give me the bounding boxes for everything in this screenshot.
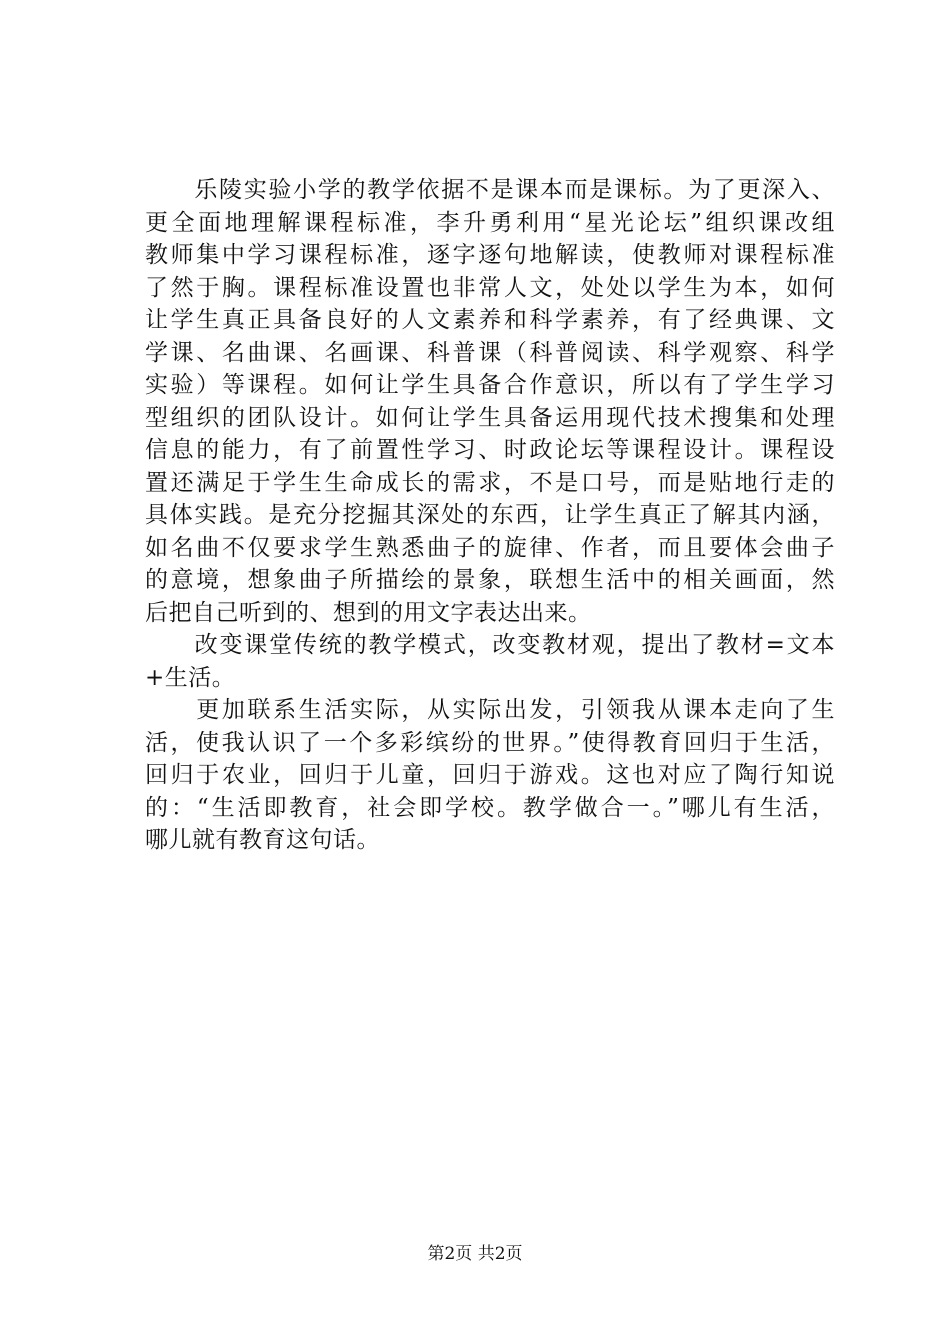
paragraph-1 bbox=[145, 174, 835, 629]
text-line: 教师集中学习课程标准，逐字逐句地解读，使教师对课程标准 bbox=[145, 242, 835, 268]
text-line: 型组织的团队设计。如何让学生具备运用现代技术搜集和处理 bbox=[145, 404, 835, 431]
text-line: 的意境，想象曲子所描绘的景象，联想生活中的相关画面，然 bbox=[145, 567, 835, 593]
page-number-footer: 第2页 共2页 bbox=[427, 1244, 523, 1264]
text-line: 回归于农业，回归于儿童，回归于游戏。这也对应了陶行知说 bbox=[145, 762, 835, 788]
text-line: 置还满足于学生生命成长的需求，不是口号，而是贴地行走的 bbox=[145, 469, 835, 496]
text-line: 后把自己听到的、想到的用文字表达出来。 bbox=[145, 599, 592, 626]
paragraph-3 bbox=[145, 694, 835, 857]
text-line: 乐陵实验小学的教学依据不是课本而是课标。为了更深入、 bbox=[145, 177, 835, 203]
text-line: 活，使我认识了一个多彩缤纷的世界。”使得教育回归于生活， bbox=[145, 729, 835, 756]
text-line: 如名曲不仅要求学生熟悉曲子的旋律、作者，而且要体会曲子 bbox=[145, 534, 835, 561]
text-line: 具体实践。是充分挖掘其深处的东西，让学生真正了解其内涵， bbox=[145, 502, 835, 528]
text-line: +生活。 bbox=[145, 664, 236, 691]
text-line: 的：“生活即教育，社会即学校。教学做合一。”哪儿有生活， bbox=[145, 794, 835, 821]
text-line: 改变课堂传统的教学模式，改变教材观，提出了教材=文本 bbox=[145, 632, 835, 658]
text-line: 更全面地理解课程标准，李升勇利用“星光论坛”组织课改组 bbox=[145, 209, 835, 236]
text-line: 实验）等课程。如何让学生具备合作意识，所以有了学生学习 bbox=[145, 372, 835, 398]
text-line: 了然于胸。课程标准设置也非常人文，处处以学生为本，如何 bbox=[145, 274, 835, 301]
text-line: 哪儿就有教育这句话。 bbox=[145, 827, 380, 853]
text-line: 学课、名曲课、名画课、科普课（科普阅读、科学观察、科学 bbox=[145, 339, 835, 366]
text-line: 信息的能力，有了前置性学习、时政论坛等课程设计。课程设 bbox=[145, 437, 835, 463]
text-line: 更加联系生活实际，从实际出发，引领我从课本走向了生 bbox=[145, 697, 835, 723]
paragraph-2 bbox=[145, 629, 835, 694]
body-text bbox=[145, 174, 835, 857]
text-line: 让学生真正具备良好的人文素养和科学素养，有了经典课、文 bbox=[145, 307, 835, 333]
